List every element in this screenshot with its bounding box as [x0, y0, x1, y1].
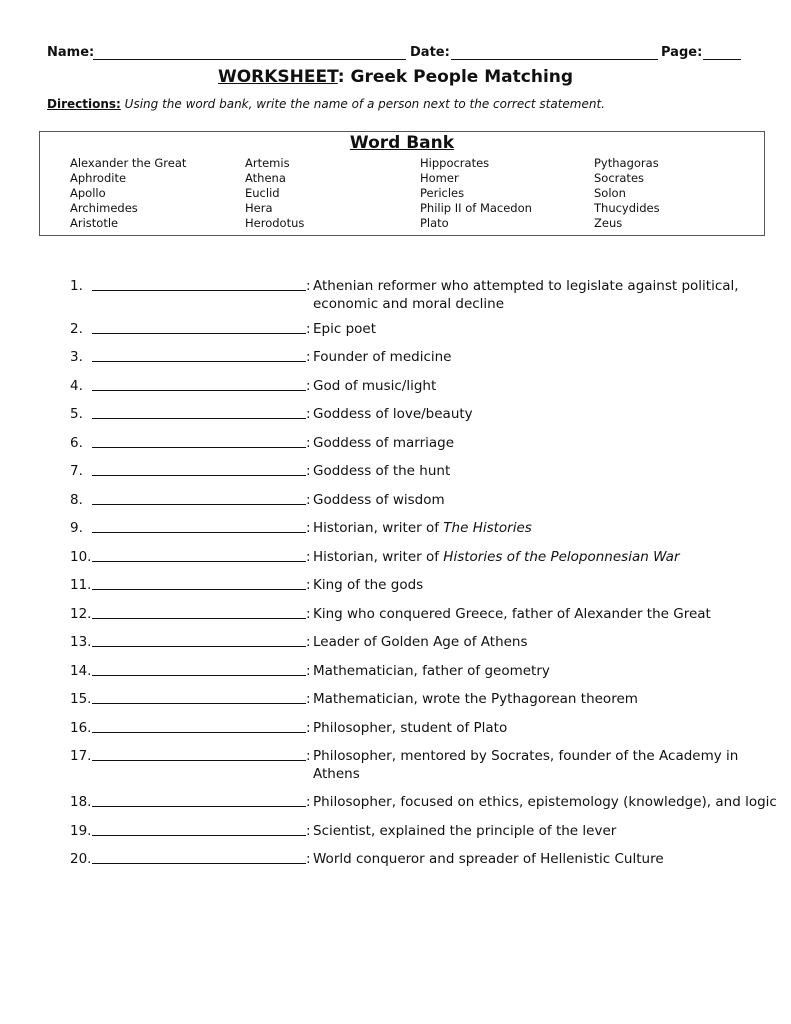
statement-text: Mathematician, wrote the Pythagorean theorem [313, 691, 638, 707]
page-field[interactable] [703, 59, 741, 60]
question-number: 1. [70, 278, 83, 294]
answer-blank[interactable] [92, 290, 306, 291]
question-number: 3. [70, 349, 83, 365]
answer-colon: : [306, 549, 311, 565]
word-bank [39, 131, 765, 236]
word-bank-column [245, 156, 304, 231]
date-field[interactable] [451, 59, 658, 60]
statement-italic-title: Histories of the Peloponnesian War [443, 549, 680, 565]
word-bank-item: Philip II of Macedon [420, 201, 532, 215]
statement-text: Leader of Golden Age of Athens [313, 634, 528, 650]
word-bank-item: Plato [420, 216, 449, 230]
word-bank-item: Homer [420, 171, 459, 185]
answer-colon: : [306, 606, 311, 622]
directions-text: Using the word bank, write the name of a person next to the correct statement. [124, 97, 605, 111]
answer-blank[interactable] [92, 447, 306, 448]
answer-blank[interactable] [92, 361, 306, 362]
question-number: 9. [70, 520, 83, 536]
word-bank-item: Hera [245, 201, 273, 215]
question-row [70, 277, 760, 313]
word-bank-item: Herodotus [245, 216, 305, 230]
statement-text: Historian, writer of [313, 549, 444, 565]
question-row [70, 747, 760, 783]
question-number: 11. [70, 577, 92, 593]
answer-blank[interactable] [92, 760, 306, 761]
question-number: 5. [70, 406, 83, 422]
question-statement [313, 405, 473, 423]
answer-blank[interactable] [92, 806, 306, 807]
question-statement [313, 576, 423, 594]
answer-blank[interactable] [92, 863, 306, 864]
statement-text: King of the gods [313, 577, 424, 593]
word-bank-column [70, 156, 186, 231]
answer-colon: : [306, 851, 311, 867]
word-bank-item: Archimedes [70, 201, 138, 215]
statement-text: Philosopher, focused on ethics, epistemology (knowledge), and logic [313, 794, 777, 810]
question-statement [313, 793, 777, 811]
question-statement [313, 377, 436, 395]
question-row [70, 850, 760, 886]
question-statement [313, 434, 454, 452]
answer-blank[interactable] [92, 561, 306, 562]
question-number: 2. [70, 321, 83, 337]
question-number: 19. [70, 823, 92, 839]
question-statement [313, 605, 711, 623]
statement-text: Philosopher, student of Plato [313, 720, 508, 736]
answer-blank[interactable] [92, 675, 306, 676]
answer-colon: : [306, 794, 311, 810]
answer-blank[interactable] [92, 475, 306, 476]
answer-colon: : [306, 577, 311, 593]
answer-blank[interactable] [92, 504, 306, 505]
word-bank-item: Athena [245, 171, 286, 185]
word-bank-item: Pericles [420, 186, 465, 200]
word-bank-item: Euclid [245, 186, 280, 200]
question-statement [313, 277, 753, 313]
question-statement [313, 822, 616, 840]
answer-colon: : [306, 406, 311, 422]
question-number: 16. [70, 720, 92, 736]
question-statement [313, 519, 532, 537]
date-label: Date: [410, 45, 450, 60]
question-number: 18. [70, 794, 92, 810]
answer-blank[interactable] [92, 418, 306, 419]
answer-colon: : [306, 378, 311, 394]
question-number: 15. [70, 691, 92, 707]
question-statement [313, 320, 376, 338]
question-statement [313, 662, 550, 680]
statement-text: Goddess of marriage [313, 435, 455, 451]
header-line [47, 45, 742, 63]
answer-colon: : [306, 492, 311, 508]
directions [47, 97, 605, 111]
word-bank-title: Word Bank [349, 133, 455, 153]
question-number: 7. [70, 463, 83, 479]
statement-text: Philosopher, mentored by Socrates, founder of the Academy in Athens [313, 748, 739, 782]
word-bank-item: Solon [594, 186, 626, 200]
answer-blank[interactable] [92, 703, 306, 704]
answer-blank[interactable] [92, 589, 306, 590]
answer-colon: : [306, 720, 311, 736]
page-label: Page: [661, 45, 703, 60]
answer-colon: : [306, 634, 311, 650]
word-bank-item: Zeus [594, 216, 623, 230]
question-statement [313, 747, 753, 783]
statement-italic-title: The Histories [443, 520, 532, 536]
question-statement [313, 462, 450, 480]
answer-colon: : [306, 463, 311, 479]
statement-text: Goddess of love/beauty [313, 406, 473, 422]
answer-colon: : [306, 823, 311, 839]
statement-text: Mathematician, father of geometry [313, 663, 550, 679]
word-bank-column [420, 156, 532, 231]
question-number: 12. [70, 606, 92, 622]
answer-colon: : [306, 748, 311, 764]
directions-label: Directions: [47, 97, 121, 111]
answer-colon: : [306, 520, 311, 536]
answer-blank[interactable] [92, 835, 306, 836]
question-number: 17. [70, 748, 92, 764]
answer-colon: : [306, 691, 311, 707]
title-worksheet: WORKSHEET [217, 67, 338, 87]
word-bank-item: Alexander the Great [70, 156, 187, 170]
answer-colon: : [306, 663, 311, 679]
statement-text: Historian, writer of [313, 520, 444, 536]
question-number: 13. [70, 634, 92, 650]
question-number: 4. [70, 378, 83, 394]
statement-text: World conqueror and spreader of Hellenistic Culture [313, 851, 664, 867]
statement-text: Goddess of wisdom [313, 492, 445, 508]
answer-blank[interactable] [92, 618, 306, 619]
question-statement [313, 850, 664, 868]
word-bank-item: Aristotle [70, 216, 119, 230]
name-field[interactable] [93, 59, 406, 60]
statement-text: Founder of medicine [313, 349, 452, 365]
answer-blank[interactable] [92, 390, 306, 391]
answer-blank[interactable] [92, 732, 306, 733]
word-bank-item: Socrates [594, 171, 645, 185]
page-title [0, 67, 791, 87]
question-number: 10. [70, 549, 92, 565]
question-statement [313, 548, 680, 566]
statement-text: Athenian reformer who attempted to legislate against political, economic and moral decline [313, 278, 739, 312]
name-label: Name: [47, 45, 95, 60]
statement-text: Goddess of the hunt [313, 463, 451, 479]
answer-blank[interactable] [92, 646, 306, 647]
question-statement [313, 690, 638, 708]
word-bank-item: Thucydides [594, 201, 660, 215]
question-statement [313, 491, 445, 509]
answer-colon: : [306, 278, 311, 294]
word-bank-column [594, 156, 660, 231]
question-statement [313, 633, 528, 651]
statement-text: King who conquered Greece, father of Alexander the Great [313, 606, 711, 622]
answer-colon: : [306, 435, 311, 451]
answer-blank[interactable] [92, 532, 306, 533]
word-bank-item: Apollo [70, 186, 106, 200]
question-statement [313, 719, 507, 737]
word-bank-item: Aphrodite [70, 171, 127, 185]
statement-text: Epic poet [313, 321, 376, 337]
question-number: 8. [70, 492, 83, 508]
statement-text: God of music/light [313, 378, 437, 394]
word-bank-item: Hippocrates [420, 156, 490, 170]
question-number: 14. [70, 663, 92, 679]
word-bank-item: Pythagoras [594, 156, 659, 170]
question-number: 20. [70, 851, 92, 867]
answer-colon: : [306, 321, 311, 337]
title-rest: : Greek People Matching [337, 67, 574, 87]
question-statement [313, 348, 452, 366]
statement-text: Scientist, explained the principle of the lever [313, 823, 617, 839]
word-bank-item: Artemis [245, 156, 290, 170]
question-number: 6. [70, 435, 83, 451]
answer-blank[interactable] [92, 333, 306, 334]
answer-colon: : [306, 349, 311, 365]
